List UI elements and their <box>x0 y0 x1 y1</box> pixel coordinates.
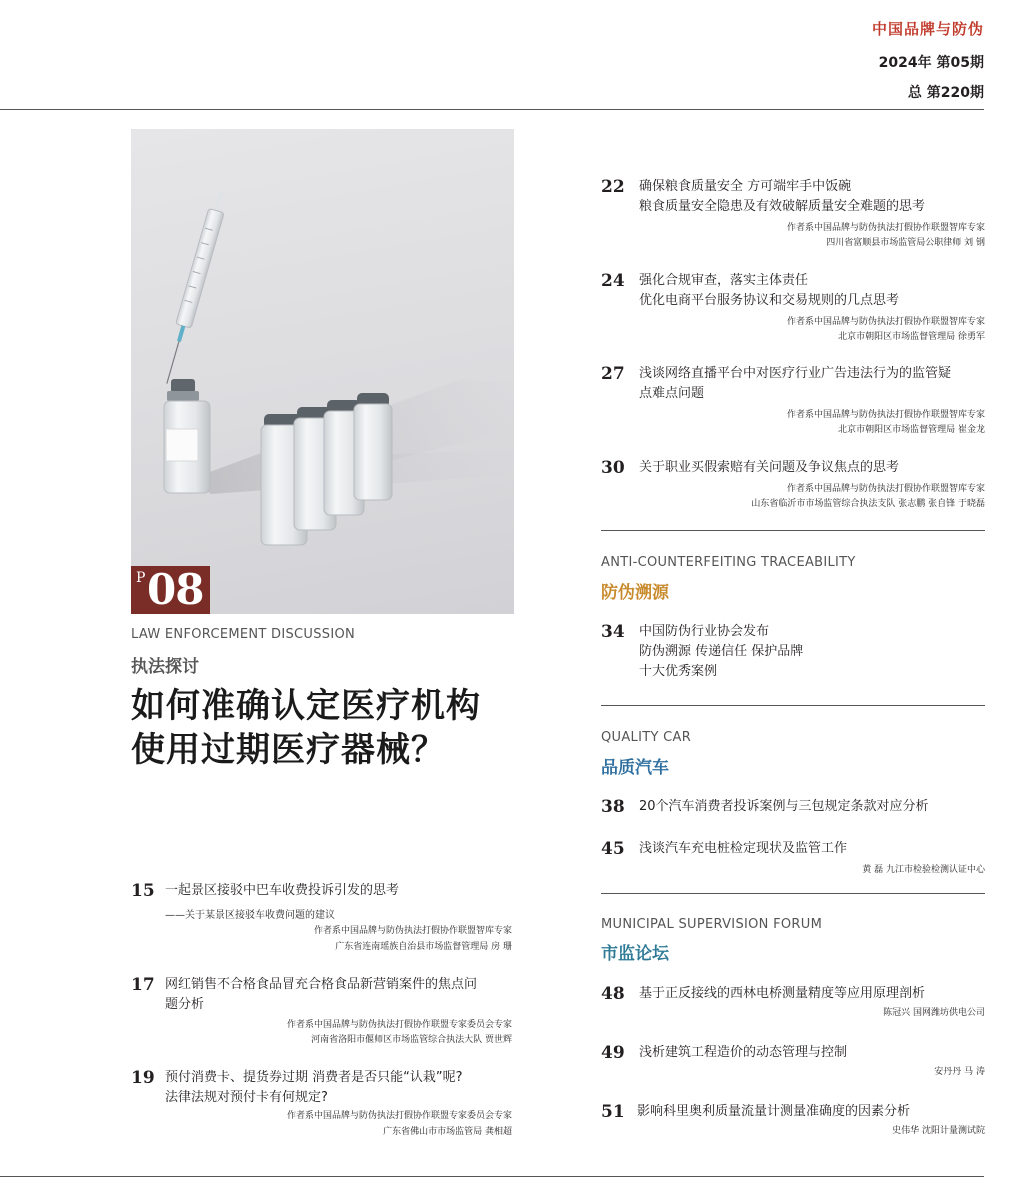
toc-title <box>639 177 925 217</box>
toc-title <box>639 364 951 404</box>
toc-author: 北京市朝阳区市场监督管理局 徐勇军 <box>838 332 985 342</box>
toc-author-role: 作者系中国品牌与防伪执法打假协作联盟智库专家 <box>786 223 985 233</box>
toc-title <box>639 271 899 311</box>
toc-author-role: 作者系中国品牌与防伪执法打假协作联盟智库专家 <box>786 410 985 420</box>
toc-entry[interactable] <box>131 975 514 1055</box>
toc-page-number: 48 <box>601 984 625 1004</box>
toc-author-role: 作者系中国品牌与防伪执法打假协作联盟智库专家 <box>786 484 985 494</box>
toc-title: 基于正反接线的西林电桥测量精度等应用原理剖析 <box>639 986 926 1001</box>
toc-title-line: 关于职业买假索赔有关问题及争议焦点的思考 <box>639 460 900 475</box>
feature-title-line2: 使用过期医疗器械？ <box>131 730 446 770</box>
feature-title <box>131 684 481 772</box>
toc-title-line: 粮食质量安全隐患及有效破解质量安全难题的思考 <box>639 199 926 214</box>
toc-page-number: 45 <box>601 839 625 859</box>
section-cn-anti-counterfeiting: 防伪溯源 <box>601 583 669 603</box>
toc-entry[interactable] <box>601 177 985 252</box>
vials-and-syringe-image <box>131 129 514 614</box>
toc-entry[interactable] <box>601 984 985 1022</box>
toc-title <box>165 881 399 901</box>
toc-author: 山东省临沂市市场监管综合执法支队 张志鹏 张自锋 于晓磊 <box>751 499 985 509</box>
toc-title-line: 题分析 <box>165 997 205 1012</box>
toc-author: 史伟华 沈阳计量测试院 <box>892 1126 985 1136</box>
toc-page-number: 15 <box>131 881 155 901</box>
toc-author: 安丹丹 马 涛 <box>934 1067 985 1077</box>
toc-page-number: 27 <box>601 364 625 384</box>
toc-page-number: 19 <box>131 1068 155 1088</box>
section-cn-municipal-forum: 市监论坛 <box>601 944 669 964</box>
toc-page-number: 38 <box>601 797 625 817</box>
toc-page-number: 34 <box>601 622 625 642</box>
toc-author-role: 作者系中国品牌与防伪执法打假协作联盟专家委员会专家 <box>286 1111 512 1121</box>
feature-section-cn: 执法探讨 <box>131 657 199 677</box>
toc-title-line: 网红销售不合格食品冒充合格食品新营销案件的焦点问 <box>165 977 478 992</box>
toc-author: 四川省富顺县市场监管局公职律师 刘 钢 <box>826 238 985 248</box>
header-divider <box>0 109 984 110</box>
feature-title-line1: 如何准确认定医疗机构 <box>131 686 481 726</box>
toc-title: 20个汽车消费者投诉案例与三包规定条款对应分析 <box>639 799 929 814</box>
toc-title <box>165 975 477 1015</box>
toc-title <box>165 1068 463 1108</box>
toc-title: 浅谈汽车充电桩检定现状及监管工作 <box>639 841 848 856</box>
magazine-brand: 中国品牌与防伪 <box>871 20 984 38</box>
toc-title-line: 点难点问题 <box>639 386 705 401</box>
toc-page-number: 17 <box>131 975 155 995</box>
toc-author: 黄 磊 九江市检验检测认证中心 <box>862 865 985 875</box>
toc-author-role: 作者系中国品牌与防伪执法打假协作联盟智库专家 <box>313 926 512 936</box>
toc-title <box>639 458 899 478</box>
toc-page-number: 30 <box>601 458 625 478</box>
section-divider <box>601 705 985 706</box>
toc-title-line: 优化电商平台服务协议和交易规则的几点思考 <box>639 293 900 308</box>
page-prefix: P <box>136 570 146 586</box>
section-en-anti-counterfeiting: ANTI-COUNTERFEITING TRACEABILITY <box>601 555 856 570</box>
section-en-municipal-forum: MUNICIPAL SUPERVISION FORUM <box>601 917 823 932</box>
toc-title: 影响科里奥利质量流量计测量准确度的因素分析 <box>637 1104 911 1119</box>
toc-entry[interactable] <box>601 364 985 439</box>
toc-entry[interactable] <box>601 797 985 819</box>
toc-entry[interactable] <box>131 881 514 961</box>
toc-page-number: 24 <box>601 271 625 291</box>
footer-divider <box>0 1176 984 1177</box>
toc-title-line: 确保粮食质量安全 方可端牢手中饭碗 <box>639 179 852 194</box>
toc-title <box>639 622 803 682</box>
toc-title-line: 预付消费卡、提货券过期 消费者是否只能“认栽”呢? <box>165 1070 463 1085</box>
section-en-quality-car: QUALITY CAR <box>601 730 692 745</box>
toc-entry[interactable] <box>601 839 985 877</box>
total-issue-number: 总 第220期 <box>907 85 984 101</box>
section-cn-quality-car: 品质汽车 <box>601 758 669 778</box>
toc-author: 广东省佛山市市场监管局 龚相超 <box>383 1127 512 1137</box>
toc-author-role: 作者系中国品牌与防伪执法打假协作联盟智库专家 <box>786 317 985 327</box>
toc-title-line: 法律法规对预付卡有何规定? <box>165 1090 328 1105</box>
toc-page-number: 22 <box>601 177 625 197</box>
page-number: 08 <box>147 565 204 614</box>
toc-title-line: 强化合规审查，落实主体责任 <box>639 273 809 288</box>
toc-entry[interactable] <box>601 622 985 684</box>
toc-page-number: 51 <box>601 1102 625 1122</box>
toc-title-line: 十大优秀案例 <box>639 664 718 679</box>
toc-title-line: 浅谈网络直播平台中对医疗行业广告违法行为的监管疑 <box>639 366 952 381</box>
toc-entry[interactable] <box>601 1043 985 1081</box>
toc-title: 浅析建筑工程造价的动态管理与控制 <box>639 1045 848 1060</box>
toc-page-number: 49 <box>601 1043 625 1063</box>
toc-author: 河南省洛阳市偃师区市场监管综合执法大队 贾世辉 <box>311 1035 512 1045</box>
toc-author-role: 作者系中国品牌与防伪执法打假协作联盟专家委员会专家 <box>286 1020 512 1030</box>
issue-number: 2024年 第05期 <box>878 55 984 71</box>
feature-photo <box>131 129 514 614</box>
toc-entry[interactable] <box>601 458 985 513</box>
toc-entry[interactable] <box>601 1102 985 1140</box>
toc-subtitle: ——关于某景区接驳车收费问题的建议 <box>165 910 335 921</box>
section-divider <box>601 893 985 894</box>
toc-author: 北京市朝阳区市场监督管理局 崔金龙 <box>838 425 985 435</box>
toc-author: 广东省连南瑶族自治县市场监督管理局 房 珊 <box>335 942 512 952</box>
toc-title-line: 中国防伪行业协会发布 <box>639 624 770 639</box>
toc-title-line: 防伪溯源 传递信任 保护品牌 <box>639 644 804 659</box>
toc-title-line: 一起景区接驳中巴车收费投诉引发的思考 <box>165 883 400 898</box>
toc-author: 陈冠兴 国网潍坊供电公司 <box>883 1008 985 1018</box>
section-divider <box>601 530 985 531</box>
page-badge <box>131 566 210 614</box>
feature-section-en: LAW ENFORCEMENT DISCUSSION <box>131 627 356 642</box>
toc-entry[interactable] <box>131 1068 514 1148</box>
toc-entry[interactable] <box>601 271 985 346</box>
